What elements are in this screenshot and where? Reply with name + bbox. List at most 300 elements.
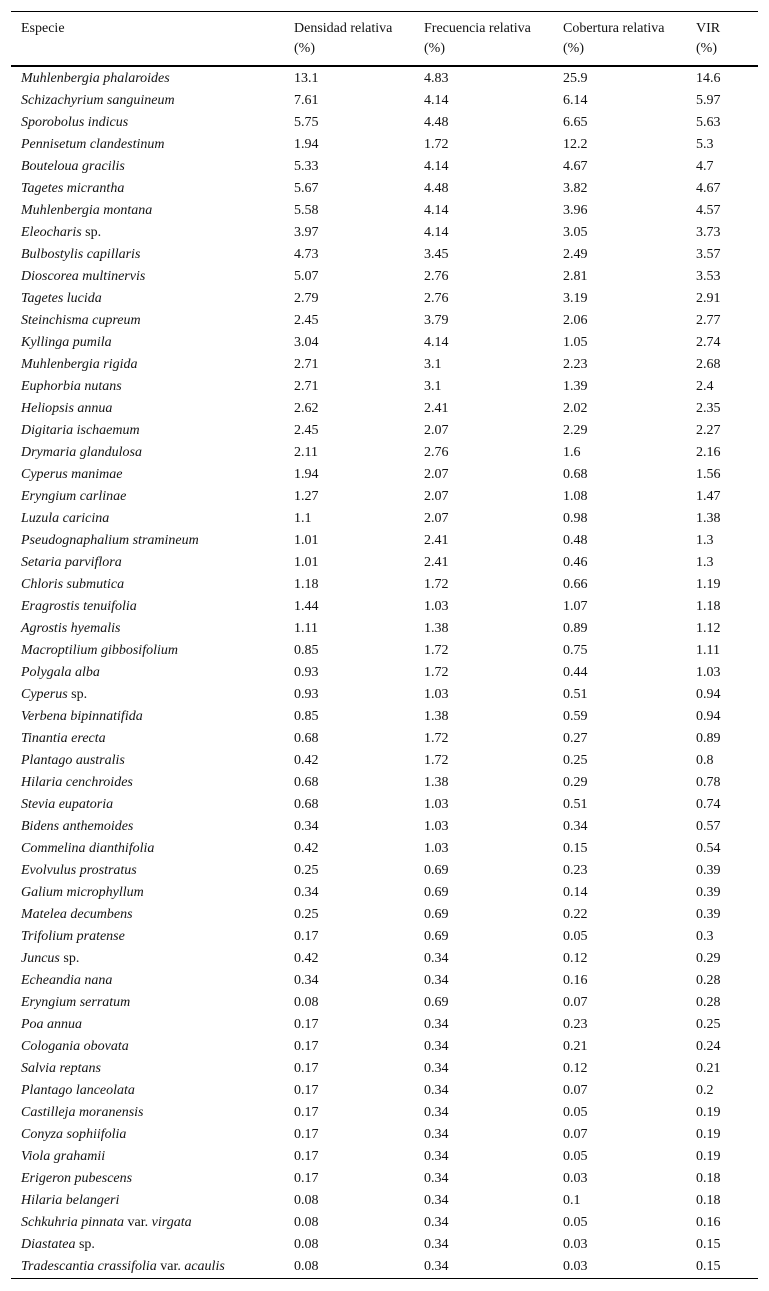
vir-cell: 1.03 <box>696 665 721 680</box>
frecuencia-cell: 0.34 <box>424 1061 449 1076</box>
table-row <box>11 772 758 794</box>
densidad-cell: 2.45 <box>294 313 319 328</box>
vir-cell: 3.53 <box>696 269 721 284</box>
species-name: Erigeron pubescens <box>21 1171 133 1186</box>
species-cell <box>11 816 284 838</box>
header-row <box>11 12 758 67</box>
vir-cell: 3.73 <box>696 225 721 240</box>
table-row <box>11 134 758 156</box>
frecuencia-cell: 0.34 <box>424 1105 449 1120</box>
species-cell <box>11 948 284 970</box>
table-row <box>11 662 758 684</box>
vir-cell: 0.19 <box>696 1105 721 1120</box>
table-row <box>11 66 758 90</box>
species-name: Echeandia nana <box>21 973 113 988</box>
species-name: Cyperus manimae <box>21 467 123 482</box>
species-cell <box>11 1014 284 1036</box>
vir-cell: 0.39 <box>696 885 721 900</box>
frecuencia-cell: 0.69 <box>424 995 449 1010</box>
vir-cell: 2.91 <box>696 291 721 306</box>
frecuencia-cell: 1.72 <box>424 731 449 746</box>
table-row <box>11 530 758 552</box>
frecuencia-cell: 0.34 <box>424 1127 449 1142</box>
vir-cell: 0.8 <box>696 753 714 768</box>
species-cell <box>11 684 284 706</box>
table-row <box>11 992 758 1014</box>
frecuencia-cell: 1.03 <box>424 687 449 702</box>
species-cell <box>11 794 284 816</box>
densidad-cell: 0.34 <box>294 819 319 834</box>
table-row <box>11 90 758 112</box>
densidad-cell: 7.61 <box>294 93 319 108</box>
densidad-cell: 3.97 <box>294 225 319 240</box>
cobertura-cell: 0.07 <box>563 995 588 1010</box>
frecuencia-cell: 0.69 <box>424 907 449 922</box>
frecuencia-cell: 2.76 <box>424 445 449 460</box>
species-cell <box>11 1058 284 1080</box>
species-cell <box>11 728 284 750</box>
species-name: Plantago lanceolata <box>21 1083 135 1098</box>
cobertura-cell: 1.05 <box>563 335 588 350</box>
species-cell <box>11 1036 284 1058</box>
densidad-cell: 5.07 <box>294 269 319 284</box>
frecuencia-cell: 1.03 <box>424 819 449 834</box>
cobertura-cell: 0.29 <box>563 775 588 790</box>
table-row <box>11 376 758 398</box>
cobertura-cell: 0.16 <box>563 973 588 988</box>
densidad-cell: 2.11 <box>294 445 318 460</box>
header-frecuencia: Frecuencia relativa (%) <box>424 21 531 56</box>
species-name: Commelina dianthifolia <box>21 841 155 856</box>
species-name: Schkuhria pinnata <box>21 1215 125 1230</box>
densidad-cell: 0.25 <box>294 863 319 878</box>
cobertura-cell: 0.14 <box>563 885 588 900</box>
table-row <box>11 464 758 486</box>
cobertura-cell: 2.49 <box>563 247 588 262</box>
vir-cell: 0.21 <box>696 1061 721 1076</box>
frecuencia-cell: 1.72 <box>424 753 449 768</box>
species-cell <box>11 1234 284 1256</box>
densidad-cell: 0.42 <box>294 753 319 768</box>
frecuencia-cell: 0.34 <box>424 1083 449 1098</box>
vir-cell: 2.4 <box>696 379 714 394</box>
frecuencia-cell: 0.34 <box>424 1215 449 1230</box>
vir-cell: 0.2 <box>696 1083 714 1098</box>
frecuencia-cell: 4.48 <box>424 115 449 130</box>
table-row <box>11 948 758 970</box>
table-row <box>11 596 758 618</box>
species-name: Eryngium serratum <box>21 995 131 1010</box>
vir-cell: 0.25 <box>696 1017 721 1032</box>
cobertura-cell: 0.34 <box>563 819 588 834</box>
cobertura-cell: 0.25 <box>563 753 588 768</box>
species-name: Drymaria glandulosa <box>21 445 142 460</box>
cobertura-cell: 0.51 <box>563 687 588 702</box>
frecuencia-cell: 3.45 <box>424 247 449 262</box>
species-variety: virgata <box>151 1215 192 1230</box>
table-row <box>11 552 758 574</box>
frecuencia-cell: 0.34 <box>424 1017 449 1032</box>
table-row <box>11 1190 758 1212</box>
frecuencia-cell: 1.72 <box>424 577 449 592</box>
vir-cell: 0.15 <box>696 1237 721 1252</box>
species-name: Salvia reptans <box>21 1061 101 1076</box>
table-row <box>11 838 758 860</box>
vir-cell: 0.15 <box>696 1259 721 1274</box>
table-row <box>11 486 758 508</box>
table-row <box>11 288 758 310</box>
densidad-cell: 13.1 <box>294 71 319 86</box>
header-cobertura: Cobertura relativa (%) <box>563 21 665 56</box>
species-cell <box>11 464 284 486</box>
species-name: Kyllinga pumila <box>21 335 112 350</box>
table-row <box>11 354 758 376</box>
cobertura-cell: 2.02 <box>563 401 588 416</box>
vir-cell: 0.18 <box>696 1171 721 1186</box>
species-cell <box>11 970 284 992</box>
vir-cell: 2.68 <box>696 357 721 372</box>
cobertura-cell: 3.82 <box>563 181 588 196</box>
cobertura-cell: 4.67 <box>563 159 588 174</box>
vir-cell: 1.11 <box>696 643 720 658</box>
header-vir: VIR (%) <box>696 21 721 56</box>
table-row <box>11 1146 758 1168</box>
species-name: Tradescantia crassifolia <box>21 1259 157 1274</box>
vir-cell: 4.67 <box>696 181 721 196</box>
cobertura-cell: 0.46 <box>563 555 588 570</box>
frecuencia-cell: 4.48 <box>424 181 449 196</box>
species-name: Tinantia erecta <box>21 731 106 746</box>
vir-cell: 1.19 <box>696 577 721 592</box>
frecuencia-cell: 1.72 <box>424 643 449 658</box>
densidad-cell: 2.45 <box>294 423 319 438</box>
species-cell <box>11 442 284 464</box>
species-name: Euphorbia nutans <box>21 379 122 394</box>
cobertura-cell: 0.23 <box>563 1017 588 1032</box>
species-cell <box>11 112 284 134</box>
frecuencia-cell: 4.14 <box>424 93 449 108</box>
cobertura-cell: 0.89 <box>563 621 588 636</box>
vir-cell: 2.74 <box>696 335 721 350</box>
densidad-cell: 0.34 <box>294 973 319 988</box>
species-name: Cyperus <box>21 687 68 702</box>
vir-cell: 2.35 <box>696 401 721 416</box>
species-name: Sporobolus indicus <box>21 115 129 130</box>
densidad-cell: 0.08 <box>294 1237 319 1252</box>
densidad-cell: 1.94 <box>294 137 319 152</box>
densidad-cell: 0.68 <box>294 797 319 812</box>
vir-cell: 1.56 <box>696 467 721 482</box>
frecuencia-cell: 2.07 <box>424 511 449 526</box>
frecuencia-cell: 0.34 <box>424 973 449 988</box>
species-name: Bouteloua gracilis <box>21 159 125 174</box>
species-name: Evolvulus prostratus <box>21 863 137 878</box>
header-densidad: Densidad relativa (%) <box>294 21 393 56</box>
frecuencia-cell: 2.41 <box>424 555 449 570</box>
cobertura-cell: 0.44 <box>563 665 588 680</box>
densidad-cell: 3.04 <box>294 335 319 350</box>
table-row <box>11 574 758 596</box>
frecuencia-cell: 0.34 <box>424 951 449 966</box>
frecuencia-cell: 0.34 <box>424 1149 449 1164</box>
densidad-cell: 1.44 <box>294 599 319 614</box>
species-cell <box>11 134 284 156</box>
densidad-cell: 0.17 <box>294 1149 319 1164</box>
species-name: Digitaria ischaemum <box>21 423 140 438</box>
densidad-cell: 0.17 <box>294 1061 319 1076</box>
cobertura-cell: 0.59 <box>563 709 588 724</box>
species-cell <box>11 90 284 112</box>
frecuencia-cell: 2.07 <box>424 423 449 438</box>
cobertura-cell: 0.12 <box>563 951 588 966</box>
vir-cell: 5.97 <box>696 93 721 108</box>
species-cell <box>11 882 284 904</box>
vir-cell: 2.27 <box>696 423 721 438</box>
densidad-cell: 2.71 <box>294 379 319 394</box>
species-cell <box>11 750 284 772</box>
species-name: Matelea decumbens <box>21 907 133 922</box>
species-cell <box>11 926 284 948</box>
densidad-cell: 1.94 <box>294 467 319 482</box>
species-name: Bulbostylis capillaris <box>21 247 141 262</box>
densidad-cell: 1.27 <box>294 489 319 504</box>
table-row <box>11 1212 758 1234</box>
densidad-cell: 0.17 <box>294 1017 319 1032</box>
cobertura-cell: 3.05 <box>563 225 588 240</box>
frecuencia-cell: 2.76 <box>424 291 449 306</box>
vir-cell: 1.47 <box>696 489 721 504</box>
frecuencia-cell: 1.03 <box>424 797 449 812</box>
species-name: Hilaria belangeri <box>21 1193 120 1208</box>
species-cell <box>11 530 284 552</box>
species-table-container <box>11 11 758 1279</box>
species-cell <box>11 574 284 596</box>
frecuencia-cell: 1.72 <box>424 137 449 152</box>
species-cell <box>11 398 284 420</box>
cobertura-cell: 0.05 <box>563 1215 588 1230</box>
species-name: Cologania obovata <box>21 1039 129 1054</box>
vir-cell: 3.57 <box>696 247 721 262</box>
species-name: Chloris submutica <box>21 577 125 592</box>
cobertura-cell: 0.03 <box>563 1259 588 1274</box>
cobertura-cell: 12.2 <box>563 137 588 152</box>
frecuencia-cell: 2.76 <box>424 269 449 284</box>
species-name: Conyza sophiifolia <box>21 1127 127 1142</box>
cobertura-cell: 0.75 <box>563 643 588 658</box>
species-name: Tagetes micrantha <box>21 181 125 196</box>
species-cell <box>11 244 284 266</box>
vir-cell: 0.39 <box>696 907 721 922</box>
table-row <box>11 1234 758 1256</box>
frecuencia-cell: 2.07 <box>424 467 449 482</box>
species-qualifier: sp. <box>67 687 88 702</box>
cobertura-cell: 2.06 <box>563 313 588 328</box>
species-name: Galium microphyllum <box>21 885 144 900</box>
table-row <box>11 222 758 244</box>
species-cell <box>11 332 284 354</box>
cobertura-cell: 2.23 <box>563 357 588 372</box>
vir-cell: 0.78 <box>696 775 721 790</box>
densidad-cell: 1.18 <box>294 577 319 592</box>
table-row <box>11 442 758 464</box>
cobertura-cell: 1.6 <box>563 445 581 460</box>
species-name: Eleocharis <box>21 225 82 240</box>
species-cell <box>11 838 284 860</box>
species-name: Castilleja moranensis <box>21 1105 144 1120</box>
species-cell <box>11 1080 284 1102</box>
table-row <box>11 112 758 134</box>
species-cell <box>11 662 284 684</box>
table-row <box>11 244 758 266</box>
species-cell <box>11 376 284 398</box>
frecuencia-cell: 1.03 <box>424 599 449 614</box>
species-qualifier: sp. <box>81 225 102 240</box>
frecuencia-cell: 4.14 <box>424 203 449 218</box>
vir-cell: 0.19 <box>696 1127 721 1142</box>
frecuencia-cell: 1.72 <box>424 665 449 680</box>
species-qualifier: var. <box>156 1259 185 1274</box>
table-row <box>11 640 758 662</box>
cobertura-cell: 0.66 <box>563 577 588 592</box>
frecuencia-cell: 0.34 <box>424 1039 449 1054</box>
species-name: Tagetes lucida <box>21 291 102 306</box>
densidad-cell: 0.08 <box>294 995 319 1010</box>
species-name: Eryngium carlinae <box>21 489 127 504</box>
species-cell <box>11 66 284 90</box>
table-row <box>11 1256 758 1279</box>
table-row <box>11 794 758 816</box>
densidad-cell: 0.42 <box>294 841 319 856</box>
table-row <box>11 618 758 640</box>
cobertura-cell: 6.65 <box>563 115 588 130</box>
table-row <box>11 882 758 904</box>
vir-cell: 0.94 <box>696 709 721 724</box>
densidad-cell: 0.17 <box>294 1083 319 1098</box>
table-row <box>11 156 758 178</box>
table-row <box>11 1080 758 1102</box>
table-row <box>11 1102 758 1124</box>
species-name: Polygala alba <box>21 665 100 680</box>
vir-cell: 2.16 <box>696 445 721 460</box>
cobertura-cell: 0.05 <box>563 1149 588 1164</box>
vir-cell: 5.63 <box>696 115 721 130</box>
vir-cell: 2.77 <box>696 313 721 328</box>
table-row <box>11 1058 758 1080</box>
species-cell <box>11 1256 284 1279</box>
vir-cell: 0.19 <box>696 1149 721 1164</box>
densidad-cell: 2.79 <box>294 291 319 306</box>
densidad-cell: 0.93 <box>294 687 319 702</box>
vir-cell: 5.3 <box>696 137 714 152</box>
frecuencia-cell: 0.69 <box>424 929 449 944</box>
species-name: Verbena bipinnatifida <box>21 709 143 724</box>
frecuencia-cell: 3.1 <box>424 357 442 372</box>
table-row <box>11 728 758 750</box>
table-row <box>11 684 758 706</box>
densidad-cell: 0.68 <box>294 731 319 746</box>
vir-cell: 0.29 <box>696 951 721 966</box>
species-cell <box>11 640 284 662</box>
species-cell <box>11 288 284 310</box>
cobertura-cell: 3.19 <box>563 291 588 306</box>
species-name: Muhlenbergia montana <box>21 203 153 218</box>
cobertura-cell: 0.51 <box>563 797 588 812</box>
cobertura-cell: 0.23 <box>563 863 588 878</box>
densidad-cell: 0.85 <box>294 643 319 658</box>
species-name: Plantago australis <box>21 753 125 768</box>
vir-cell: 0.89 <box>696 731 721 746</box>
frecuencia-cell: 2.41 <box>424 401 449 416</box>
table-row <box>11 816 758 838</box>
densidad-cell: 1.01 <box>294 533 319 548</box>
species-name: Diastatea <box>21 1237 76 1252</box>
frecuencia-cell: 1.03 <box>424 841 449 856</box>
table-row <box>11 904 758 926</box>
species-name: Steinchisma cupreum <box>21 313 141 328</box>
table-row <box>11 1168 758 1190</box>
cobertura-cell: 0.68 <box>563 467 588 482</box>
species-name: Heliopsis annua <box>21 401 113 416</box>
cobertura-cell: 0.22 <box>563 907 588 922</box>
frecuencia-cell: 0.34 <box>424 1193 449 1208</box>
species-cell <box>11 1124 284 1146</box>
cobertura-cell: 1.39 <box>563 379 588 394</box>
species-name: Muhlenbergia phalaroides <box>21 71 170 86</box>
table-row <box>11 1036 758 1058</box>
species-cell <box>11 508 284 530</box>
densidad-cell: 0.08 <box>294 1259 319 1274</box>
species-cell <box>11 772 284 794</box>
species-name: Dioscorea multinervis <box>21 269 146 284</box>
densidad-cell: 0.08 <box>294 1193 319 1208</box>
species-name: Agrostis hyemalis <box>21 621 121 636</box>
vir-cell: 0.54 <box>696 841 721 856</box>
densidad-cell: 5.67 <box>294 181 319 196</box>
species-cell <box>11 1190 284 1212</box>
species-cell <box>11 1168 284 1190</box>
densidad-cell: 0.17 <box>294 1171 319 1186</box>
species-cell <box>11 310 284 332</box>
table-body <box>11 66 758 1279</box>
vir-cell: 0.39 <box>696 863 721 878</box>
frecuencia-cell: 0.34 <box>424 1259 449 1274</box>
species-cell <box>11 552 284 574</box>
frecuencia-cell: 1.38 <box>424 775 449 790</box>
densidad-cell: 0.17 <box>294 929 319 944</box>
densidad-cell: 2.71 <box>294 357 319 372</box>
frecuencia-cell: 4.83 <box>424 71 449 86</box>
cobertura-cell: 2.81 <box>563 269 588 284</box>
densidad-cell: 0.93 <box>294 665 319 680</box>
table-row <box>11 926 758 948</box>
cobertura-cell: 0.12 <box>563 1061 588 1076</box>
vir-cell: 0.16 <box>696 1215 721 1230</box>
species-cell <box>11 618 284 640</box>
species-cell <box>11 266 284 288</box>
frecuencia-cell: 4.14 <box>424 159 449 174</box>
species-variety: acaulis <box>184 1259 225 1274</box>
table-row <box>11 1124 758 1146</box>
cobertura-cell: 0.07 <box>563 1083 588 1098</box>
vir-cell: 0.24 <box>696 1039 721 1054</box>
species-cell <box>11 1102 284 1124</box>
table-row <box>11 398 758 420</box>
densidad-cell: 1.01 <box>294 555 319 570</box>
species-name: Juncus <box>21 951 60 966</box>
vir-cell: 1.18 <box>696 599 721 614</box>
cobertura-cell: 1.08 <box>563 489 588 504</box>
species-name: Schizachyrium sanguineum <box>21 93 175 108</box>
